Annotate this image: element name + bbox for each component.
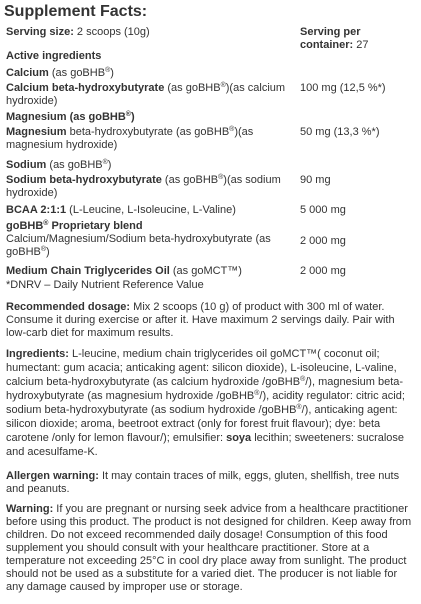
ingredient-note: (as goBHB®)(as sodium hydroxide) [6,174,281,199]
servings-per-container-label-1: Serving per [300,26,361,38]
ingredient-note: (as goBHB®) [49,159,112,171]
ingredient-amount: 5 000 mg [300,204,346,216]
ingredient-name: Medium Chain Triglycerides Oil [6,265,170,277]
ingredient-note: (as goMCT™) [172,265,242,277]
ingredient-note: (L-Leucine, L-Isoleucine, L-Valine) [69,204,236,216]
ingredient-note: beta-hydroxybutyrate (as goBHB®)(as magnesium hydroxide) [6,126,254,151]
ingredient-row-magnesium-bhb [6,126,416,154]
ingredient-row-calcium-bhb [6,82,416,110]
ingredient-note: (as goBHB®)(as calcium hydroxide) [6,82,286,107]
ingredient-name: Calcium beta-hydroxybutyrate [6,82,165,94]
ingredient-amount: 2 000 mg [300,265,346,277]
serving-size-value: 2 scoops (10g) [76,26,150,38]
servings-per-container-value: 27 [356,39,369,51]
recommended-dosage: Recommended dosage: Mix 2 scoops (10 g) of product with 300 ml of water. Consume it during exercise or after it. Have maximum 2 servings daily. Pair with low-carb diet for maximum results. [6,301,395,339]
ingredient-name: Sodium [6,159,47,171]
ingredient-note: Calcium/Magnesium/Sodium beta-hydroxybutyrate (as goBHB®) [6,233,271,258]
supplement-facts-panel: Supplement Facts: Serving size: 2 scoops (10g) Serving per container: 27 Active ingredients Calcium (as goBHB®) Calcium beta-hydroxybutyrate (as goBHB®)(as calcium hydroxide) 100 mg (12,5 %*) Magnesium (as goBHB®) Magnesium beta-hydroxybutyrate (as goBHB®)(as magnesium hydroxide) 50 mg (13,3 %*) Sodium (as goBHB®) Sodium beta-hydroxybutyrate (as goBHB®)(as sodium hydroxide) 90 mg BCAA 2:1:1 (L-Leucine, L-Isoleucine, L-Valine) 5 000 mg goBHB® Proprietary blend Calcium/Magnesium/Sodium beta-hydroxybutyrate (as goBHB®) 2 000 mg Medium Chain Triglycerides Oil (as goMCT™) 2 000 mg *DNRV – Daily Nutrient Reference Value Recommended dosage: Mix 2 scoops (10 g) of product with 300 ml of water. Consume it during exercise or after it. Have maximum 2 servings daily. Pair with low-carb diet for maximum results. Ingredients: L-leucine, medium chain triglycerides oil goMCT™( coconut oil; humectant: gum acacia; anticaking agent: silicon dioxide), L-isoleucine, L-valine, calcium beta-hydroxybutyrate (as calcium hydroxide /goBHB®/), magnesium beta-hydroxybutyrate (as magnesium hydroxide /goBHB®/), acidity regulator: citric acid; sodium beta-hydroxybutyrate (as sodium hydroxide /goBHB®/), anticaking agent: silicon dioxide; aroma, beetroot extract (only for forest fruit flavour); dye: beta carotene /only for lemon flavour/); emulsifier: soya lecithin; sweeteners: sucralose and acesulfame-K. Allergen warning: It may contain traces of milk, eggs, gluten, shellfish, tree nuts and peanuts. Warning: If you are pregnant or nursing seek advice from a healthcare practitioner before using this product. The product is not designed for children. Keep away from children. Do not exceed recommended daily dosage! Consumption of this food supplement you should consult with your healthcare practitioner. Store at a temperature not exceeding 25°C in cool dry place away from sunlight. The product should not be used as a substitute for a varied diet. The producer is not liable for any damage caused by improper use or storage. [0,0,421,604]
warning-text: Warning: If you are pregnant or nursing seek advice from a healthcare practitioner before using this product. The product is not designed for children. Keep away from children. Do not exceed recommended daily dosage! Consumption of this food supplement you should consult with your healthcare practitioner. Store at a temperature not exceeding 25°C in cool dry place away from sunlight. The product should not be used as a substitute for a varied diet. The producer is not liable for any damage caused by improper use or storage. [6,503,412,593]
ingredients-list: Ingredients: L-leucine, medium chain triglycerides oil goMCT™( coconut oil; humectant: gum acacia; anticaking agent: silicon dioxide), L-isoleucine, L-valine, calcium beta-hydroxybutyrate (as calcium hydroxide /goBHB®/), magnesium beta-hydroxybutyrate (as magnesium hydroxide /goBHB®/), acidity regulator: citric acid; sodium beta-hydroxybutyrate (as sodium hydroxide /goBHB®/), anticaking agent: silicon dioxide; aroma, beetroot extract (only for forest fruit flavour); dye: beta carotene /only for lemon flavour/); emulsifier: soya lecithin; sweeteners: sucralose and acesulfame-K. [6,348,405,458]
ingredient-amount: 2 000 mg [300,235,346,247]
ingredient-name: Calcium [6,67,49,79]
active-ingredients-heading: Active ingredients [6,50,102,62]
allergen-warning: Allergen warning: It may contain traces of milk, eggs, gluten, shellfish, tree nuts and peanuts. [6,470,400,495]
allergen-soya: soya [226,432,252,444]
ingredient-note: (as goBHB®) [51,67,114,79]
ingredient-amount: 50 mg (13,3 %*) [300,126,380,138]
ingredient-row-sodium-bhb [6,174,416,202]
ingredient-amount: 100 mg (12,5 %*) [300,82,386,94]
servings-per-container-label-2: container: [300,39,354,51]
ingredient-row-blend [6,220,416,262]
ingredient-name: Magnesium [6,126,67,138]
serving-size-label: Serving size: [6,26,74,38]
facts-title: Supplement Facts: [4,3,148,20]
ingredient-name: goBHB® Proprietary blend [6,220,143,232]
dnrv-note: *DNRV – Daily Nutrient Reference Value [6,279,204,291]
ingredient-name: Sodium beta-hydroxybutyrate [6,174,162,186]
ingredient-amount: 90 mg [300,174,331,186]
ingredient-name: BCAA 2:1:1 [6,204,67,216]
